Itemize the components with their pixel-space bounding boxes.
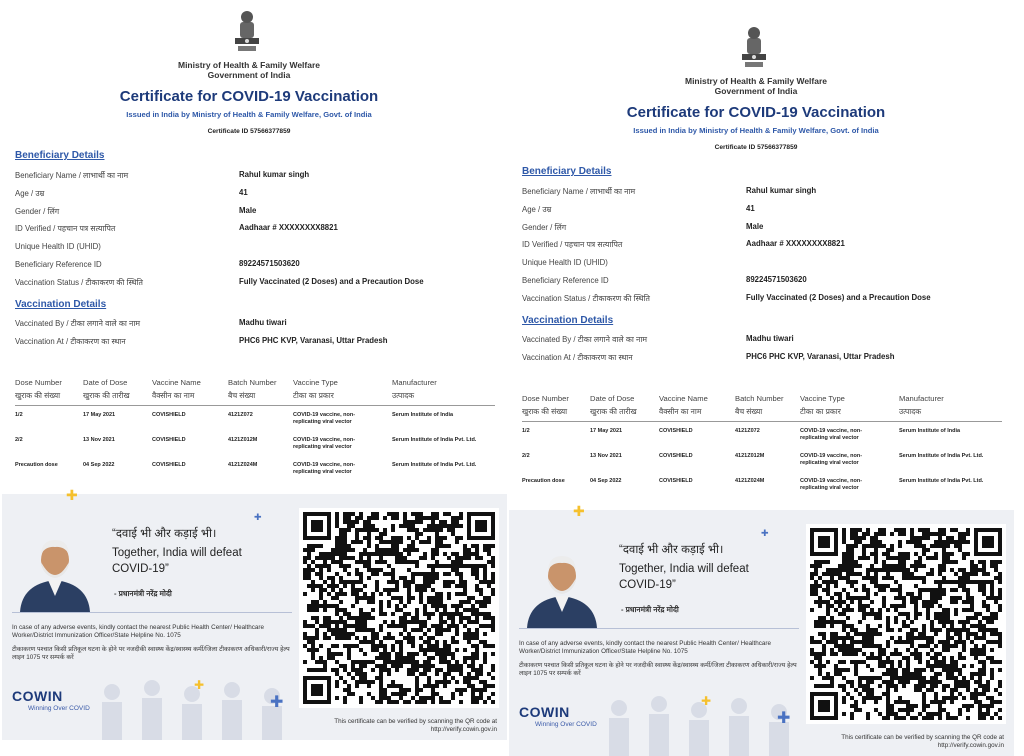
certificate-id: Certificate ID 57566377859 bbox=[714, 144, 798, 151]
dose-table-body bbox=[522, 424, 1002, 499]
cowin-tagline: Winning Over COVID bbox=[28, 705, 90, 712]
certificate-title: Certificate for COVID-19 Vaccination bbox=[626, 104, 886, 121]
detail-row: Gender / लिंग Male bbox=[15, 205, 257, 216]
certificate-id: Certificate ID 57566377859 bbox=[207, 128, 291, 135]
table-row: 2/2 13 Nov 2021 COVISHIELD 4121Z012M COVID-19 vaccine, non-replicating viral vector Serum Institute of India Pvt. Ltd. bbox=[15, 437, 477, 450]
column-header: Manufacturer उत्पादक bbox=[392, 378, 437, 400]
qr-code bbox=[806, 524, 1006, 724]
certificate-footer bbox=[509, 503, 1014, 756]
pm-quote: “दवाई भी और कड़ाई भी। Together, India will defeat COVID-19” bbox=[619, 544, 749, 591]
helpline-text-hi: टीकाकरण पश्चात किसी प्रतिकूल घटना के होने पर नजदीकी स्वास्थ्य केंद्र/स्वास्थ्य कर्मी/जिला टीकाकरण अधिकारी/राज्य हेल्प लाइन 1075 पर सम्पर्क करें bbox=[12, 646, 290, 661]
plus-decoration-icon: ✚ bbox=[761, 528, 769, 538]
plus-decoration-icon: ✚ bbox=[777, 710, 791, 727]
detail-row: Vaccinated By / टीका लगाने वाले का नाम Madhu tiwari bbox=[15, 318, 287, 328]
pm-portrait-icon bbox=[519, 542, 605, 628]
national-emblem-icon bbox=[737, 24, 771, 72]
dose-table-body bbox=[15, 408, 495, 483]
certificate-title: Certificate for COVID-19 Vaccination bbox=[119, 88, 379, 105]
ministry-name: Ministry of Health & Family Welfare Government of India bbox=[684, 76, 827, 96]
detail-row: Vaccination Status / टीकाकरण की स्थिति Fully Vaccinated (2 Doses) and a Precaution Dose bbox=[522, 292, 931, 303]
plus-decoration-icon: ✚ bbox=[270, 694, 284, 711]
column-header: Batch Number बैच संख्या bbox=[735, 394, 784, 416]
cowin-logo: COWIN bbox=[519, 704, 570, 720]
table-row: Precaution dose 04 Sep 2022 COVISHIELD 4121Z024M COVID-19 vaccine, non-replicating viral vector Serum Institute of India Pvt. Ltd. bbox=[15, 462, 477, 475]
dose-table-header bbox=[522, 392, 1002, 422]
detail-row: Age / उम्र 41 bbox=[522, 203, 755, 214]
column-header: Batch Number बैच संख्या bbox=[228, 378, 277, 400]
quote-author: - प्रधानमंत्री नरेंद्र मोदी bbox=[621, 605, 679, 614]
column-header: Date of Dose खुराक की तारीख bbox=[83, 378, 130, 400]
beneficiary-details bbox=[15, 168, 495, 293]
column-header: Vaccine Name वैक्सीन का नाम bbox=[152, 378, 201, 400]
footer-divider bbox=[519, 628, 799, 629]
pm-portrait-icon bbox=[12, 526, 98, 612]
ministry-name: Ministry of Health & Family Welfare Government of India bbox=[177, 60, 320, 80]
qr-code-icon bbox=[810, 528, 1002, 720]
plus-decoration-icon: ✚ bbox=[66, 487, 78, 503]
detail-row: ID Verified / पहचान पत्र सत्यापित Aadhaar # XXXXXXXX8821 bbox=[15, 223, 338, 234]
helpline-text-en: In case of any adverse events, kindly contact the nearest Public Health Center/ Healthcare Worker/District Immunization Officer/State Helpline No. 1075 bbox=[519, 640, 772, 655]
beneficiary-section-title: Beneficiary Details bbox=[15, 150, 105, 161]
detail-row: Vaccinated By / टीका लगाने वाले का नाम Madhu tiwari bbox=[522, 334, 794, 344]
column-header: Dose Number खुराक की संख्या bbox=[15, 378, 62, 400]
table-row: 1/2 17 May 2021 COVISHIELD 4121Z072 COVID-19 vaccine, non-replicating viral vector Serum Institute of India bbox=[522, 428, 961, 441]
column-header: Manufacturer उत्पादक bbox=[899, 394, 944, 416]
column-header: Vaccine Type टीका का प्रकार bbox=[293, 378, 338, 400]
detail-row: Vaccination At / टीकाकरण का स्थान PHC6 PHC KVP, Varanasi, Uttar Pradesh bbox=[522, 351, 895, 362]
cowin-logo: COWIN bbox=[12, 688, 63, 704]
verify-note: This certificate can be verified by scanning the QR code at http://verify.cowin.gov.in bbox=[334, 718, 497, 733]
table-row: 1/2 17 May 2021 COVISHIELD 4121Z072 COVID-19 vaccine, non-replicating viral vector Serum Institute of India bbox=[15, 412, 454, 425]
table-row: Precaution dose 04 Sep 2022 COVISHIELD 4121Z024M COVID-19 vaccine, non-replicating viral vector Serum Institute of India Pvt. Ltd. bbox=[522, 478, 984, 491]
column-header: Vaccine Name वैक्सीन का नाम bbox=[659, 394, 708, 416]
beneficiary-section-title: Beneficiary Details bbox=[522, 166, 612, 177]
plus-decoration-icon: ✚ bbox=[573, 503, 585, 519]
column-header: Date of Dose खुराक की तारीख bbox=[590, 394, 637, 416]
helpline-text-en: In case of any adverse events, kindly contact the nearest Public Health Center/ Healthcare Worker/District Immunization Officer/State Helpline No. 1075 bbox=[12, 624, 265, 639]
detail-row: Beneficiary Reference ID 89224571503620 bbox=[15, 258, 300, 269]
vaccination-details bbox=[15, 316, 495, 352]
detail-row: ID Verified / पहचान पत्र सत्यापित Aadhaar # XXXXXXXX8821 bbox=[522, 239, 845, 250]
verify-note: This certificate can be verified by scanning the QR code at http://verify.cowin.gov.in bbox=[841, 734, 1004, 749]
vaccination-details bbox=[522, 332, 1002, 368]
detail-row: Age / उम्र 41 bbox=[15, 187, 248, 198]
detail-row: Beneficiary Name / लाभार्थी का नाम Rahul kumar singh bbox=[15, 170, 310, 180]
dose-table-header bbox=[15, 376, 495, 406]
plus-decoration-icon: ✚ bbox=[701, 694, 712, 708]
footer-divider bbox=[12, 612, 292, 613]
detail-row: Vaccination Status / टीकाकरण की स्थिति Fully Vaccinated (2 Doses) and a Precaution Dose bbox=[15, 276, 424, 287]
beneficiary-details bbox=[522, 184, 1002, 309]
national-emblem-icon bbox=[230, 8, 264, 56]
certificate-copy-1 bbox=[2, 0, 507, 740]
helpline-text-hi: टीकाकरण पश्चात किसी प्रतिकूल घटना के होने पर नजदीकी स्वास्थ्य केंद्र/स्वास्थ्य कर्मी/जिला टीकाकरण अधिकारी/राज्य हेल्प लाइन 1075 पर सम्पर्क करें bbox=[519, 662, 797, 677]
table-row: 2/2 13 Nov 2021 COVISHIELD 4121Z012M COVID-19 vaccine, non-replicating viral vector Serum Institute of India Pvt. Ltd. bbox=[522, 453, 984, 466]
cowin-tagline: Winning Over COVID bbox=[535, 721, 597, 728]
column-header: Dose Number खुराक की संख्या bbox=[522, 394, 569, 416]
vaccination-section-title: Vaccination Details bbox=[15, 299, 107, 310]
detail-row: Unique Health ID (UHID) bbox=[15, 242, 101, 252]
quote-author: - प्रधानमंत्री नरेंद्र मोदी bbox=[114, 589, 172, 598]
certificate-footer bbox=[2, 487, 507, 740]
qr-code-icon bbox=[303, 512, 495, 704]
certificate-subtitle: Issued in India by Ministry of Health & Family Welfare, Govt. of India bbox=[126, 110, 372, 119]
certificate-copy-2 bbox=[509, 16, 1014, 756]
qr-code bbox=[299, 508, 499, 708]
detail-row: Beneficiary Name / लाभार्थी का नाम Rahul kumar singh bbox=[522, 186, 817, 196]
plus-decoration-icon: ✚ bbox=[254, 512, 262, 522]
detail-row: Vaccination At / टीकाकरण का स्थान PHC6 PHC KVP, Varanasi, Uttar Pradesh bbox=[15, 335, 388, 346]
pm-quote: “दवाई भी और कड़ाई भी। Together, India will defeat COVID-19” bbox=[112, 528, 242, 575]
detail-row: Beneficiary Reference ID 89224571503620 bbox=[522, 274, 807, 285]
column-header: Vaccine Type टीका का प्रकार bbox=[800, 394, 845, 416]
plus-decoration-icon: ✚ bbox=[194, 678, 205, 692]
certificate-subtitle: Issued in India by Ministry of Health & Family Welfare, Govt. of India bbox=[633, 126, 879, 135]
vaccination-section-title: Vaccination Details bbox=[522, 315, 614, 326]
detail-row: Gender / लिंग Male bbox=[522, 221, 764, 232]
detail-row: Unique Health ID (UHID) bbox=[522, 258, 608, 268]
